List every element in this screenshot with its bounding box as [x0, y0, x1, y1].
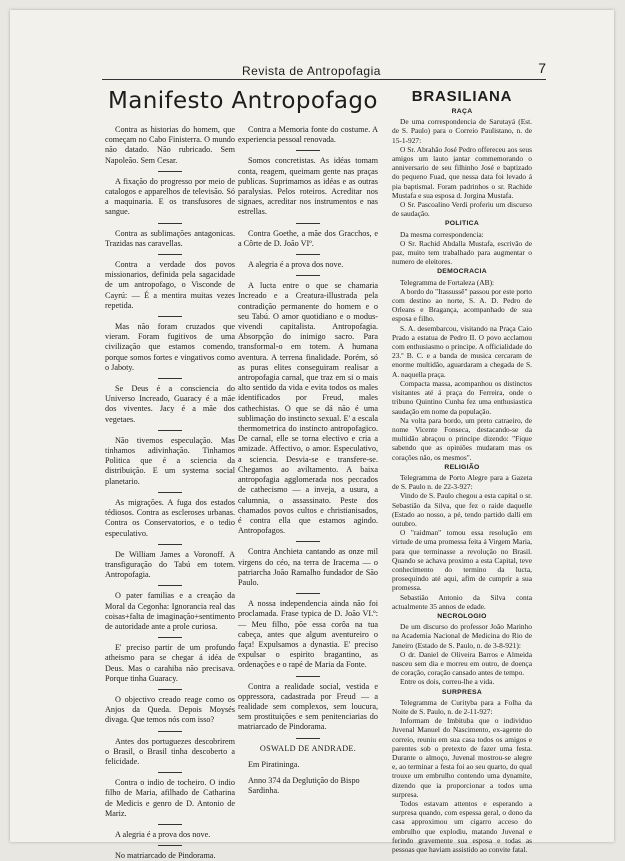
brasiliana-paragraph: Telegramma de Fortaleza (AB):	[400, 277, 495, 287]
section-heading: NECROLOGIO	[437, 612, 487, 620]
brasiliana-paragraph: De uma correspondencia de Sarutayá (Est. de S. Paulo) para o Correio Paulistano, n. de 15-1-927:	[392, 117, 532, 145]
manifesto-paragraph: O pater familias e a creação da Moral da Cegonha: Ignorancia real das coisas+falta de imaginação+sentimento de autoridade ante a prole curiosa.	[105, 591, 235, 631]
manifesto-paragraph: A lucta entre o que se chamaria Increado e a Creatura-illustrada pela contradição permanente do homem e o seu Tabú. O amor quotidiano e o modus-vivendi capitalista. Antropofagia. Absorpção do inimigo sacro. Para transformal-o em totem. A humana aventura. A terrena finalidade. Porém, só as puras elites conseguiram realisar a antropofagia carnal, que traz em si o mais alto sentido da vida e evita todos os males identificados por Freud, males cathechistas. O que se dá não é uma sublimação do instincto sexual. E' a escala thermometrica do instincto antropofagico. De carnal, elle se torna electivo e cria a amizade. Affectivo, o amor. Especulativo, a sciencia. Desvia-se e transfere-se. Chegamos ao aviltamento. A baixa antropofagia agglomerada nos peccados de cathecismo — a inveja, a usura, a calumnia, o assassinato. Peste dos chamados povos cultos e christianisados, é contra ella que estamos agindo. Antropofagos.	[238, 281, 378, 536]
separator-rule	[158, 689, 182, 690]
section-heading: SURPRESA	[441, 688, 483, 696]
brasiliana-paragraph: O Sr. Rachid Abdalla Mustafa, escrivão de paz, muito tem trabalhado para augmentar o numero de eleitores.	[392, 238, 532, 267]
brasiliana-title: BRASILIANA	[411, 88, 513, 105]
separator-rule	[158, 772, 182, 773]
brasiliana-paragraph: O Sr. Abrahão José Pedro offereceu aos seus amigos um lauto jantar commemorando o anniversario de seu filhinho José e baptizado do pequeno Fuad, que nessa data foi levado á pia baptismal. Foram padrinhos o sr. Rachide Mustafa e sua esposa d. Jorgina Mustafa.	[392, 144, 532, 200]
running-title: Revista de Antropofagia	[242, 64, 381, 78]
page-number: 7	[538, 60, 546, 76]
running-header	[102, 60, 546, 80]
manifesto-paragraph: Contra o indio de tocheiro. O indio filho de Maria, afilhado de Catharina de Medicis e genro de D. Antonio de Mariz.	[105, 778, 235, 818]
section-heading: DEMOCRACIA	[437, 268, 487, 276]
manifesto-paragraph: A nossa independencia ainda não foi proclamada. Frase typica de D. João VI.º: — Meu filho, põe essa corôa na tua cabeça, antes que algum aventureiro o faça! Expulsamos a dynastia. E' preciso expulsar o espirito bragantino, as ordenações e o rapé de Maria da Fonte.	[238, 599, 378, 670]
separator-rule	[158, 824, 182, 825]
brasiliana-paragraph: Compacta massa, acompanhou os distinctos visitantes até á praça do Ferreira, onde o tribuno Quintino Cunha fez uma enthusiastica saudação em nome da população.	[392, 378, 532, 416]
brasiliana-paragraph: Todos estavam attentos e esperando a surpresa quando, com espessa geral, o dono da casa approximou um cigarro acceso do embrulho que explodiu, matando Juvenal e ferindo gravemente sua esposa e todas as pessoas que haviam assistido ao convite fatal.	[392, 799, 532, 855]
separator-rule	[296, 541, 320, 542]
brasiliana-paragraph: A bordo do "Itassussê" passou por este porto com destino ao norte, S. A. D. Pedro de Orleans e Bragança, acompanhado de sua esposa e filho.	[392, 286, 532, 324]
brasiliana-paragraph: De um discurso do professor João Marinho na Academia Nacional de Medicina do Rio de Janeiro (Estado de S. Paulo, n. de 3-8-921):	[392, 622, 532, 650]
manifesto-paragraph: Contra Goethe, a mãe dos Gracchos, e a Côrte de D. João VIº.	[238, 228, 378, 248]
separator-rule	[158, 845, 182, 846]
manifesto-paragraph: As migrações. A fuga dos estados tédiosos. Contra as escleroses urbanas. Contra os Conservatorios, e o tedio especulativo.	[105, 497, 235, 538]
brasiliana-paragraph: Telegramma de Curityba para a Folha da Noite de S. Paulo, n. de 2-11-927:	[392, 697, 532, 716]
separator-rule	[158, 254, 182, 255]
separator-rule	[296, 150, 320, 151]
manifesto-paragraph: De William James a Voronoff. A transfiguração do Tabú em totem. Antropofagia.	[105, 549, 235, 580]
manifesto-paragraph: A alegria é a prova dos nove.	[248, 260, 344, 270]
separator-rule	[296, 223, 320, 224]
manifesto-paragraph: Somos concretistas. As idéas tomam conta, reagem, queimam gente nas praças publicas. Suprimamos as idéas e as outras paralysias. Pelos roteiros. Acreditar nos signaes, acreditar nos instrumentos e nas estrellas.	[238, 156, 378, 217]
manifesto-paragraph: O objectivo creado reage como os Anjos da Queda. Depois Moysés divaga. Que temos nós com isso?	[105, 694, 235, 725]
brasiliana-paragraph: O Sr. Pascoalino Verdi proferiu um discurso de saudação.	[392, 200, 532, 219]
section-heading: RELIGIÃO	[444, 463, 480, 471]
brasiliana-paragraph: Telegramma de Porto Alegre para a Gazeta de S. Paulo n. de 22-3-927:	[392, 472, 532, 492]
separator-rule	[158, 430, 182, 431]
separator-rule	[296, 593, 320, 594]
separator-rule	[158, 637, 182, 638]
separator-rule	[158, 544, 182, 545]
manifesto-paragraph: Se Deus é a consciencia do Universo Increado, Guaracy é a mãe dos viventes. Jacy é a mãe dos vegetaes.	[105, 384, 235, 424]
dateline-place: Em Piratininga.	[248, 759, 300, 769]
manifesto-paragraph: Contra as historias do homem, que começam no Cabo Finisterra. O mundo não datado. Não rubricado. Sem Napoleão. Sem Cesar.	[105, 125, 235, 165]
manifesto-title: Manifesto Antropofago	[108, 88, 378, 114]
manifesto-paragraph: A fixação do progresso por meio de catalogos e apparelhos de televisão. Só a maquinaria. E os transfusores de sangue.	[105, 176, 235, 217]
manifesto-paragraph: Contra Anchieta cantando as onze mil virgens do céo, na terra de Iracema — o patriarcha João Ramalho fundador de São Paulo.	[238, 547, 378, 587]
brasiliana-paragraph: O "raidman" tomou essa resolução em virtude de uma promessa feita á Virgem Maria, para que terminasse a revolução no Brasil. Quando se achava proximo a esta Capital, teve conhecimento do termino da lucta, prosequindo até aqui, afim de cumprir a sua promessa.	[392, 528, 532, 593]
author-signature: OSWALD DE ANDRADE.	[259, 743, 357, 753]
brasiliana-paragraph: Da mesma correspondencia:	[400, 229, 484, 239]
separator-rule	[158, 223, 182, 224]
manifesto-column-middle	[238, 125, 378, 796]
manifesto-paragraph: Contra a realidade social, vestida e oppressora, cadastrada por Freud — a realidade sem complexos, sem loucura, sem prostituições e sem penitenciarias do matriarcado de Pindorama.	[238, 681, 378, 732]
brasiliana-paragraph: S. A. desembarcou, visitando na Praça Caio Prado a estatua de Pedro II. O povo acclamou com enthusiasmo o principe. A officialidade do 23.º B. C. e a banda de musica cercaram de enorme multidão, aguardaram a chegada de S. A. naquella praça.	[392, 323, 532, 379]
separator-rule	[296, 275, 320, 276]
section-heading: POLITICA	[444, 220, 480, 228]
manifesto-paragraph: Contra a Memoria fonte do costume. A experiencia pessoal renovada.	[238, 125, 378, 145]
manifesto-paragraph: Antes dos portuguezes descobrirem o Brasil, o Brasil tinha descoberto a felicidade.	[105, 736, 235, 766]
separator-rule	[296, 254, 320, 255]
separator-rule	[158, 492, 182, 493]
magazine-page	[10, 10, 614, 861]
brasiliana-paragraph: Informam de Imbituba que o individuo Juvenal Manuel do Nascimento, ex-agente do correio, reuniu em sua casa todos os amigos e parentes sob o pretexto de fazer uma festa. Durante o almoço, Juvenal mostrou-se alegre e, ao terminar a festa foi ao seu quarto, do qual trouxe um embrulho contendo uma dynamite, dizendo que ia proporcionar a todos uma surpresa.	[392, 716, 532, 799]
separator-rule	[158, 731, 182, 732]
separator-rule	[158, 171, 182, 172]
brasiliana-paragraph: Entre os dois, correu-lhe a vida.	[400, 677, 495, 687]
manifesto-paragraph: Mas não foram cruzados que vieram. Foram fugitivos de uma civilização que estamos comendo, porque somos fortes e vingativos como o Jaboty.	[105, 322, 235, 372]
manifesto-paragraph: Não tivemos especulação. Mas tinhamos adivinhação. Tinhamos Politica que é a sciencia da distribuição. E um systema social planetario.	[105, 435, 235, 486]
separator-rule	[296, 676, 320, 677]
section-heading: RAÇA	[451, 108, 473, 115]
brasiliana-paragraph: O dr. Daniel de Oliveira Barros e Almeida nasceu sem dia e morreu em outro, de doença de coração, coração cansado antes de tempo.	[392, 649, 532, 678]
manifesto-paragraph: A alegria é a prova dos nove.	[115, 829, 211, 839]
manifesto-paragraph: Contra a verdade dos povos missionarios, definida pela sagacidade de um antropofago, o Visconde de Cayrú: — É a mentira muitas vezes repetida.	[105, 260, 235, 310]
manifesto-paragraph: No matriarcado de Pindorama.	[115, 851, 216, 861]
brasiliana-paragraph: Na volta para bordo, um preto catraeiro, de nome Vicente Fonseca, destacando-se da multidão abraçou o principe dizendo: "Fique sabendo que as opiniões mudaram mas os corações não, os mesmos".	[392, 415, 532, 462]
separator-rule	[296, 738, 320, 739]
separator-rule	[158, 378, 182, 379]
manifesto-paragraph: Contra as sublimações antagonicas. Trazidas nas caravellas.	[105, 228, 235, 248]
brasiliana-column	[392, 88, 532, 854]
manifesto-column-left	[105, 125, 235, 861]
separator-rule	[158, 316, 182, 317]
dateline-year: Anno 374 da Deglutição do Bispo Sardinha.	[248, 775, 360, 796]
manifesto-paragraph: E' preciso partir de um profundo atheismo para se chegar á idéa de Deus. Mas o carahiba não precisava. Porque tinha Guaracy.	[105, 643, 235, 683]
brasiliana-paragraph: Vindo de S. Paulo chegou a esta capital o sr. Sebastião da Silva, que fez o raide daquelle (Estado ao nosso, a pé, tendo partido dalli em outubro.	[392, 491, 532, 528]
brasiliana-paragraph: Sebastião Antonio da Silva conta actualmente 35 annos de edade.	[392, 592, 532, 611]
separator-rule	[158, 585, 182, 586]
